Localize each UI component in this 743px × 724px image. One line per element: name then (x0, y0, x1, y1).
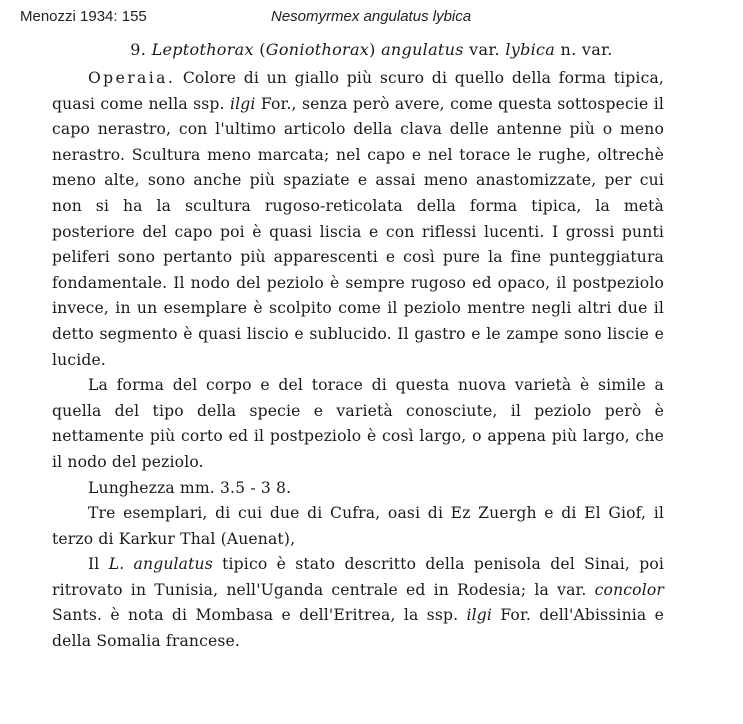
heading-subgenus-open: ( (259, 40, 266, 59)
p1-text-a: Colore di un giallo più scuro di quello della forma tipica, quasi come nella ssp. (52, 69, 665, 113)
p5-concolor: concolor (594, 580, 664, 599)
p5-text-c: Sants. è nota di Mombasa e dell'Eritrea, la ssp. (52, 606, 459, 625)
p5-text-b: tipico è stato descritto della penisola del Sinai, poi ritrovato in Tunisia, nell'Uganda centrale ed in Rodesia; la var. (52, 555, 665, 599)
heading-species: angulatus (381, 40, 464, 59)
paragraph-length: Lunghezza mm. 3.5 - 3 8. (88, 478, 292, 497)
description-body (52, 66, 664, 655)
paragraph-worker-description (52, 66, 664, 373)
taxon-label: Nesomyrmex angulatus lybica (271, 8, 472, 25)
heading-number: 9. (130, 40, 147, 59)
species-heading (0, 40, 743, 59)
heading-subgenus-close: ) (369, 40, 376, 59)
citation-label: Menozzi 1934: 155 (20, 8, 147, 25)
p5-species: L. angulatus (108, 555, 213, 574)
heading-genus: Leptothorax (151, 40, 254, 59)
paragraph-specimens: Tre esemplari, di cui due di Cufra, oasi di Ez Zuergh e di El Giof, il terzo di Karkur Thal (Auenat), (52, 504, 664, 548)
p5-ilgi: ilgi (466, 606, 493, 625)
paragraph-distribution (52, 552, 664, 654)
paragraph-body-form: La forma del corpo e del torace di questa nuova varietà è simile a quella del tipo della specie e varietà conosciute, il peziolo però è nettamente più corto ed il postpeziolo è così largo, o appena più largo, che il nodo del peziolo. (52, 376, 664, 471)
heading-rank: var. (469, 40, 500, 59)
heading-variety: lybica (505, 40, 556, 59)
p1-text-b: For., senza però avere, come questa sottospecie il capo nerastro, con l'ultimo articolo della clava delle antenne più o meno nerastro. Scultura meno marcata; nel capo e nel torace le rughe, oltrechè meno alte, sono anche più spaziate e assai meno anastomizzate, per cui non si ha la scultura rugoso-reticolata della forma tipica, la metà posteriore del capo poi è quasi liscia e con riflessi lucenti. I grossi punti peliferi sono pertanto più apparescenti e così pure la fine punteggiatura fondamentale. Il nodo del peziolo è sempre rugoso ed opaco, il postpeziolo invece, in un esemplare è scolpito come il peziolo mentre negli altri due il detto segmento è quasi liscio e sublucido. Il gastro e le zampe sono liscie e lucide. (52, 94, 664, 369)
heading-status: n. var. (560, 40, 613, 59)
p5-text-a: Il (88, 555, 100, 574)
caste-label: Operaia. (88, 69, 176, 87)
page-header (0, 6, 743, 28)
heading-subgenus: Goniothorax (265, 40, 370, 59)
p5-text-d: For. dell'Abissinia e della Somalia francese. (52, 606, 664, 651)
p1-ilgi: ilgi (230, 94, 256, 113)
